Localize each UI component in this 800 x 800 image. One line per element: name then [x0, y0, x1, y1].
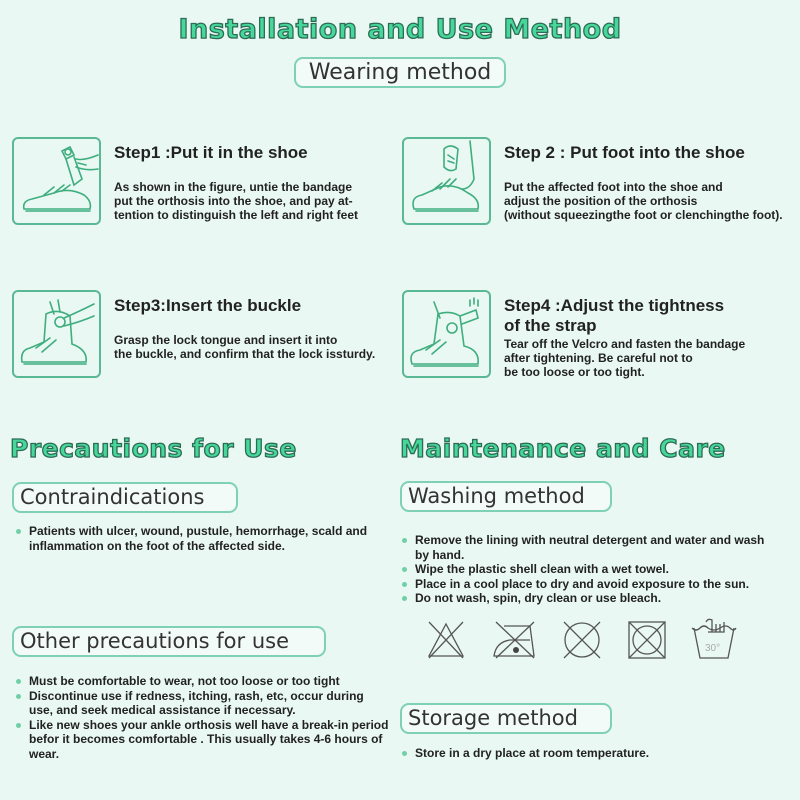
title-line: Step4 :Adjust the tightness [504, 296, 725, 315]
desc-line: the buckle, and confirm that the lock issturdy. [114, 347, 376, 361]
step1-description [114, 180, 384, 222]
step3-title: Step3:Insert the buckle [114, 296, 302, 315]
desc-line: adjust the position of the orthosis [504, 194, 698, 208]
list-item: Store in a dry place at room temperature. [400, 746, 780, 761]
maintenance-title: Maintenance and Care [400, 434, 726, 463]
precautions-title: Precautions for Use [10, 434, 297, 463]
section-label-other-precautions: Other precautions for use [12, 626, 326, 657]
hand-wash-30-icon [690, 618, 738, 662]
step1-title: Step1 :Put it in the shoe [114, 143, 308, 162]
wash-temperature-label: 30° [705, 643, 721, 654]
foot-into-shoe-icon [404, 139, 489, 223]
step1-illustration [12, 137, 101, 225]
list-item: Do not wash, spin, dry clean or use bleach. [400, 591, 780, 606]
no-bleach-icon [425, 618, 467, 662]
list-item: Place in a cool place to dry and avoid exposure to the sun. [400, 577, 780, 592]
list-item: Patients with ulcer, wound, pustule, hemorrhage, scald and inflammation on the foot of the affected side. [14, 524, 389, 553]
list-item: Discontinue use if redness, itching, rash, etc, occur during use, and seek medical assistance if necessary. [14, 689, 389, 718]
section-label-contraindications: Contraindications [12, 482, 238, 513]
list-item: Like new shoes your ankle orthosis well have a break-in period befor it becomes comfortable . This usually takes 4-6 hours of wear. [14, 718, 389, 762]
buckle-insert-icon [14, 292, 99, 376]
no-iron-icon [490, 618, 538, 662]
step3-illustration [12, 290, 101, 378]
no-dry-clean-icon [560, 618, 604, 662]
shoe-insert-orthosis-icon [14, 139, 99, 223]
step3-description [114, 333, 400, 361]
desc-line: Grasp the lock tongue and insert it into [114, 333, 338, 347]
title-line: of the strap [504, 316, 597, 335]
other-precautions-list [14, 674, 389, 761]
step2-title: Step 2 : Put foot into the shoe [504, 143, 745, 162]
step4-illustration [402, 290, 491, 378]
page-title: Installation and Use Method [178, 14, 622, 45]
section-label-storage-method: Storage method [400, 703, 612, 734]
desc-line: As shown in the figure, untie the bandage [114, 180, 353, 194]
step4-title [504, 296, 724, 336]
step4-description [504, 337, 800, 379]
step2-description [504, 180, 800, 222]
desc-line: (without squeezingthe foot or clenchingthe foot). [504, 208, 783, 222]
desc-line: Put the affected foot into the shoe and [504, 180, 723, 194]
list-item: Must be comfortable to wear, not too loose or too tight [14, 674, 389, 689]
list-item: Remove the lining with neutral detergent and water and wash by hand. [400, 533, 780, 562]
step2-illustration [402, 137, 491, 225]
section-label-washing-method: Washing method [400, 481, 612, 512]
contraindications-list [14, 524, 389, 553]
desc-line: Tear off the Velcro and fasten the bandage [504, 337, 746, 351]
desc-line: after tightening. Be careful not to [504, 351, 693, 365]
desc-line: be too loose or too tight. [504, 365, 645, 379]
list-item: Wipe the plastic shell clean with a wet towel. [400, 562, 780, 577]
desc-line: tention to distinguish the left and right feet [114, 208, 358, 222]
no-tumble-dry-icon [625, 618, 669, 662]
desc-line: put the orthosis into the shoe, and pay at- [114, 194, 353, 208]
strap-tighten-icon [404, 292, 489, 376]
section-label-wearing-method: Wearing method [294, 57, 506, 88]
storage-list [400, 746, 780, 761]
washing-list [400, 533, 780, 606]
